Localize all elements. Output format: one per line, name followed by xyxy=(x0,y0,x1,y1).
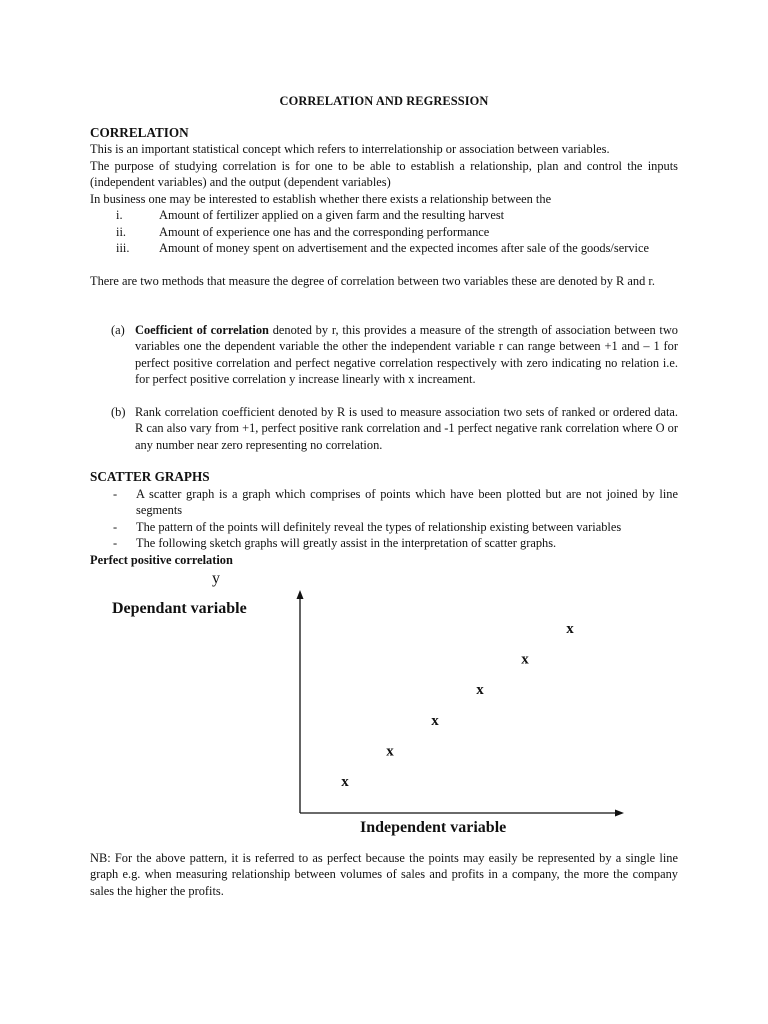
dash-bullet: - xyxy=(113,520,118,534)
data-point-6: x xyxy=(566,621,574,638)
data-point-2: x xyxy=(386,743,394,760)
example-number: i. xyxy=(116,208,123,222)
data-point-5: x xyxy=(521,651,529,668)
chart-title: Perfect positive correlation xyxy=(90,553,233,567)
method-description: denoted by r, this provides a measure of the strength of association between two variables one the dependent variable the other the independent variable r can range between +1 and – 1 for perfect positive correlation and perfect negative correlation respectively with zero indicating no relation i.e. for perfect positive correlation y increase linearly with x increament. xyxy=(135,323,678,386)
dash-bullet: - xyxy=(113,487,118,501)
data-point-4: x xyxy=(476,682,484,699)
data-point-1: x xyxy=(341,773,349,790)
y-axis-label: Dependant variable xyxy=(112,600,247,617)
example-text: Amount of money spent on advertisement and the expected incomes after sale of the goods/service xyxy=(159,241,649,255)
y-axis-arrowhead xyxy=(297,590,304,599)
x-axis-label: Independent variable xyxy=(360,819,507,836)
scatter-point-text: The following sketch graphs will greatly assist in the interpretation of scatter graphs. xyxy=(136,536,557,550)
scatter-graphs-heading: SCATTER GRAPHS xyxy=(90,469,210,484)
method-text: Rank correlation coefficient denoted by R is used to measure association two sets of ranked or ordered data. R can also vary from +1, perfect positive rank correlation and -1 perfect negative rank correlation where O or any number near zero representing no correlation. xyxy=(135,405,678,452)
correlation-heading: CORRELATION xyxy=(90,125,189,140)
nb-paragraph: NB: For the above pattern, it is referred to as perfect because the points may easily be represented by a single line graph e.g. when measuring relationship between volumes of sales and profits in a company, the more the company sales the higher the profits. xyxy=(90,851,678,898)
intro-paragraph-1: This is an important statistical concept which refers to interrelationship or association between variables. xyxy=(90,142,610,156)
method-label: (b) xyxy=(111,405,126,419)
intro-paragraph-2: The purpose of studying correlation is for one to be able to establish a relationship, plan and control the inputs (independent variables) and the output (dependent variables) xyxy=(90,159,678,190)
example-text: Amount of fertilizer applied on a given farm and the resulting harvest xyxy=(159,208,505,222)
example-number: ii. xyxy=(116,225,126,239)
dash-bullet: - xyxy=(113,536,118,550)
data-points xyxy=(341,621,574,790)
scatter-point-text: The pattern of the points will definitely reveal the types of relationship existing between variables xyxy=(136,520,622,534)
document-title: CORRELATION AND REGRESSION xyxy=(279,94,489,108)
scatter-point-text: A scatter graph is a graph which comprises of points which have been plotted but are not joined by line segments xyxy=(136,487,678,518)
intro-paragraph-3: In business one may be interested to establish whether there exists a relationship between the xyxy=(90,192,552,206)
data-point-3: x xyxy=(431,712,439,729)
method-label: (a) xyxy=(111,323,125,337)
example-text: Amount of experience one has and the corresponding performance xyxy=(159,225,490,239)
example-number: iii. xyxy=(116,241,130,255)
method-term: Coefficient of correlation xyxy=(135,323,269,337)
methods-paragraph: There are two methods that measure the degree of correlation between two variables these are denoted by R and r. xyxy=(90,274,655,288)
y-axis-symbol: y xyxy=(212,570,220,587)
x-axis-arrowhead xyxy=(615,810,624,817)
